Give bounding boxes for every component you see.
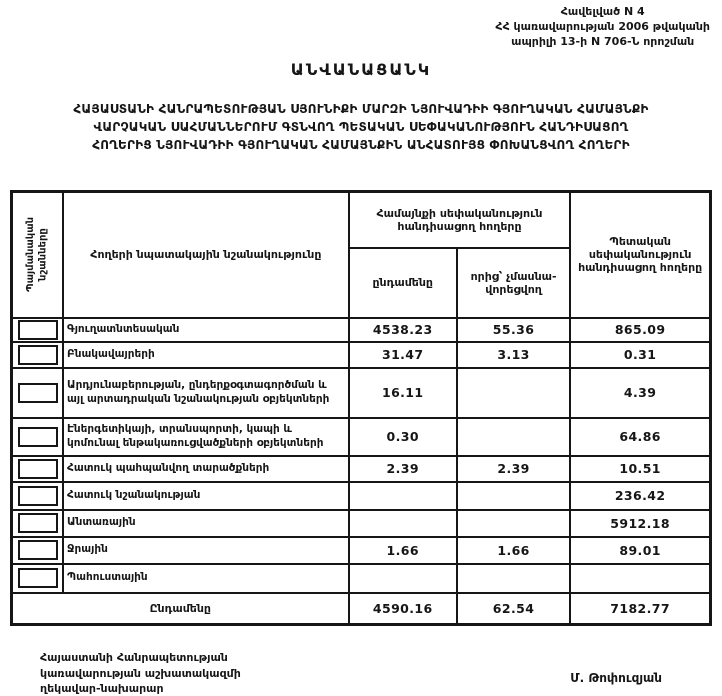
row-state: 64.86 xyxy=(570,418,710,456)
legend-cell xyxy=(12,418,64,456)
row-label: Ջրային xyxy=(63,537,349,564)
legend-box-icon xyxy=(18,427,58,447)
header-row-groups xyxy=(12,192,711,248)
page-title: ԱՆՎԱՆԱՑԱՆԿ xyxy=(290,60,432,79)
legend-cell xyxy=(12,564,64,593)
row-total xyxy=(349,482,457,510)
signatory-name: Մ. Թոփուզյան xyxy=(570,671,662,685)
table-row xyxy=(12,456,711,482)
row-state: 0.31 xyxy=(570,342,710,368)
subtitle-line2: ՎԱՐՉԱԿԱՆ ՍԱՀՄԱՆՆԵՐՈՒՄ ԳՏՆՎՈՂ ՊԵՏԱԿԱՆ ՍԵՓԱԿԱՆՈՒԹՅՈՒՆ ՀԱՆԴԻՍԱՑՈՂ xyxy=(93,120,629,134)
document-subtitle xyxy=(0,100,722,154)
table-row xyxy=(12,564,711,593)
legend-box-icon xyxy=(18,568,58,588)
row-nonprivatized: 3.13 xyxy=(457,342,570,368)
row-total xyxy=(349,510,457,537)
row-total: 0.30 xyxy=(349,418,457,456)
row-label: Անտառային xyxy=(63,510,349,537)
decree-reference xyxy=(495,5,710,50)
legend-box-icon xyxy=(18,540,58,560)
total-row-label: Ընդամենը xyxy=(12,593,349,625)
table-row xyxy=(12,418,711,456)
signatory-title-line2: կառավարության աշխատակազմի xyxy=(40,666,241,680)
legend-box-icon xyxy=(18,320,58,340)
table-row xyxy=(12,537,711,564)
row-state: 4.39 xyxy=(570,368,710,418)
header-symbols xyxy=(12,192,64,318)
row-state: 5912.18 xyxy=(570,510,710,537)
row-state: 89.01 xyxy=(570,537,710,564)
legend-box-icon xyxy=(18,486,58,506)
total-row-total: 4590.16 xyxy=(349,593,457,625)
legend-box-icon xyxy=(18,513,58,533)
row-total: 31.47 xyxy=(349,342,457,368)
signatory-title-line3: ղեկավար-նախարար xyxy=(40,682,164,696)
row-nonprivatized xyxy=(457,482,570,510)
header-symbols-label: Պայմանական նշանները xyxy=(25,217,49,293)
table-row xyxy=(12,510,711,537)
legend-cell xyxy=(12,368,64,418)
row-state: 236.42 xyxy=(570,482,710,510)
signatory-title-block xyxy=(40,650,241,696)
total-row xyxy=(12,593,711,625)
row-total: 1.66 xyxy=(349,537,457,564)
decree-reference-line2: ՀՀ կառավարության 2006 թվականի xyxy=(495,19,710,33)
row-nonprivatized: 2.39 xyxy=(457,456,570,482)
legend-cell xyxy=(12,318,64,342)
row-state: 865.09 xyxy=(570,318,710,342)
legend-box-icon xyxy=(18,459,58,479)
row-nonprivatized xyxy=(457,418,570,456)
row-total: 4538.23 xyxy=(349,318,457,342)
row-total: 2.39 xyxy=(349,456,457,482)
table-row xyxy=(12,342,711,368)
table-row xyxy=(12,482,711,510)
land-allocation-table xyxy=(10,190,712,626)
row-label: Պահուստային xyxy=(63,564,349,593)
row-label: Բնակավայրերի xyxy=(63,342,349,368)
row-nonprivatized xyxy=(457,564,570,593)
total-row-state: 7182.77 xyxy=(570,593,710,625)
row-total xyxy=(349,564,457,593)
legend-box-icon xyxy=(18,345,58,365)
decree-reference-line1: Հավելված N 4 xyxy=(560,5,645,18)
row-nonprivatized xyxy=(457,510,570,537)
decree-reference-line3: ապրիլի 13-ի N 706-Ն որոշման xyxy=(511,34,695,48)
row-nonprivatized xyxy=(457,368,570,418)
header-purpose: Հողերի նպատակային նշանակությունը xyxy=(63,192,349,318)
table-row xyxy=(12,318,711,342)
signatory-title-line1: Հայաստանի Հանրապետության xyxy=(40,651,228,664)
legend-box-icon xyxy=(18,383,58,403)
row-total: 16.11 xyxy=(349,368,457,418)
subtitle-line3: ՀՈՂԵՐԻՑ ՆՅՈՒՎԱԴԻԻ ԳՅՈՒՂԱԿԱՆ ՀԱՄԱՅՆՔԻՆ ԱՆՀԱՏՈՒՅՑ ՓՈԽԱՆՑՎՈՂ ՀՈՂԵՐԻ xyxy=(92,138,630,152)
row-nonprivatized: 1.66 xyxy=(457,537,570,564)
legend-cell xyxy=(12,482,64,510)
row-label: Հատուկ պահպանվող տարածքների xyxy=(63,456,349,482)
row-label: Հատուկ նշանակության xyxy=(63,482,349,510)
row-state: 10.51 xyxy=(570,456,710,482)
header-nonprivatized: որից՝ չմասնա-վորեցվող xyxy=(457,248,570,318)
total-row-nonprivatized: 62.54 xyxy=(457,593,570,625)
legend-cell xyxy=(12,510,64,537)
legend-cell xyxy=(12,537,64,564)
header-community-group: Համայնքի սեփականություն հանդիսացող հողերը xyxy=(349,192,571,248)
table-row xyxy=(12,368,711,418)
row-state xyxy=(570,564,710,593)
row-label: Արդյունաբերության, ընդերքօգտագործման և այլ արտադրական նշանակության օբյեկտների xyxy=(63,368,349,418)
header-state: Պետական սեփականություն հանդիսացող հողերը xyxy=(570,192,710,318)
legend-cell xyxy=(12,342,64,368)
subtitle-line1: ՀԱՅԱՍՏԱՆԻ ՀԱՆՐԱՊԵՏՈՒԹՅԱՆ ՍՅՈՒՆԻՔԻ ՄԱՐԶԻ ՆՅՈՒՎԱԴԻԻ ԳՅՈՒՂԱԿԱՆ ՀԱՄԱՅՆՔԻ xyxy=(73,102,649,116)
legend-cell xyxy=(12,456,64,482)
row-label: Գյուղատնտեսական xyxy=(63,318,349,342)
row-nonprivatized: 55.36 xyxy=(457,318,570,342)
row-label: Էներգետիկայի, տրանսպորտի, կապի և կոմունալ ենթակառուցվածքների օբյեկտների xyxy=(63,418,349,456)
header-total: ընդամենը xyxy=(349,248,457,318)
